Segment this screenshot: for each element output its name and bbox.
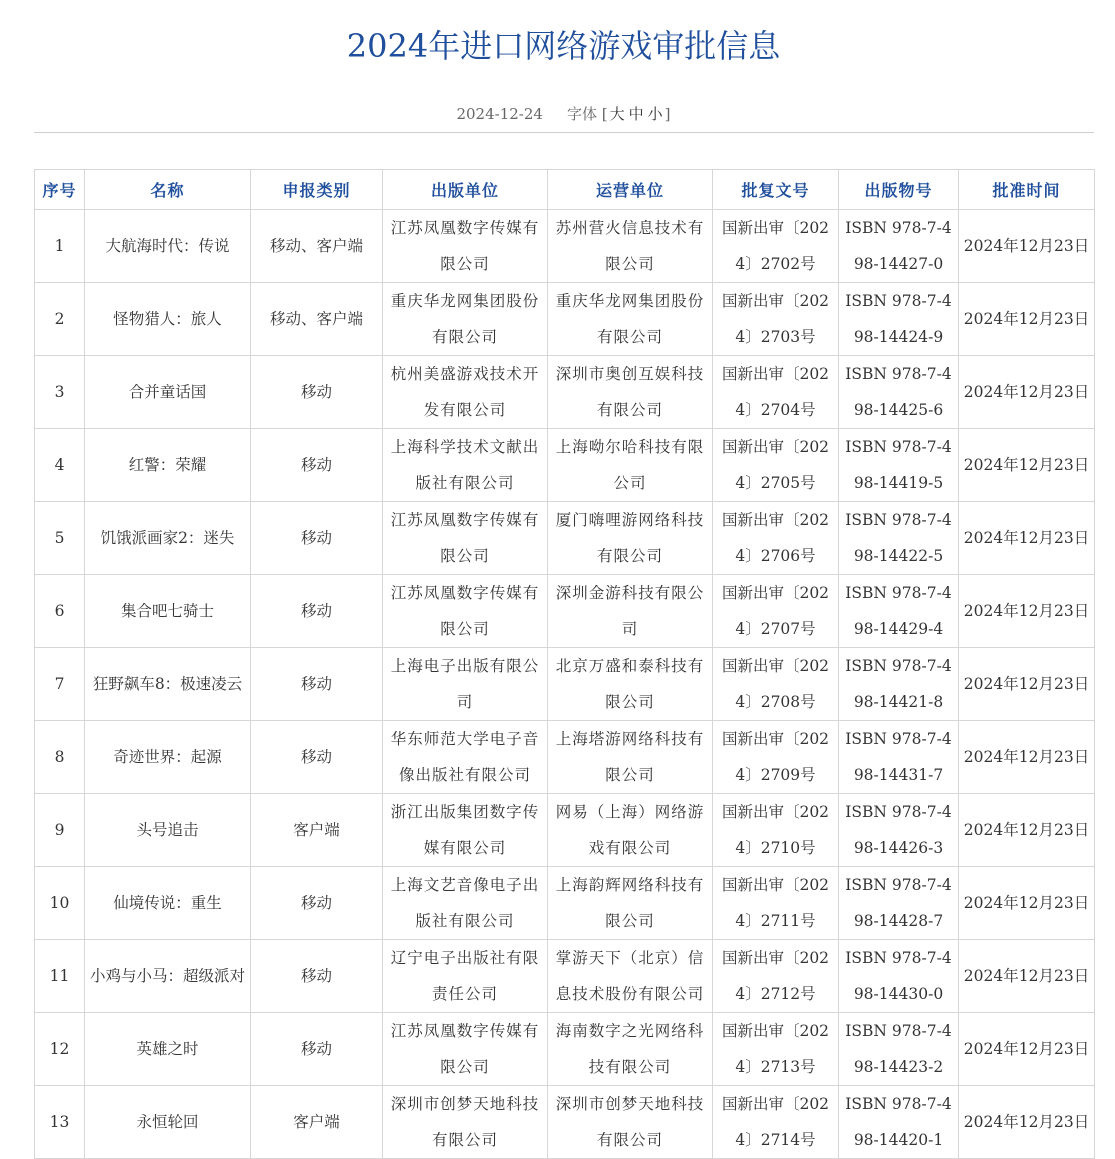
cell-operator: 上海韵辉网络科技有限公司 (548, 867, 713, 940)
cell-category: 移动、客户端 (251, 283, 383, 356)
cell-publisher: 深圳市创梦天地科技有限公司 (383, 1086, 548, 1159)
cell-name: 红警：荣耀 (85, 429, 251, 502)
cell-index: 9 (35, 794, 85, 867)
cell-category: 移动 (251, 648, 383, 721)
cell-index: 7 (35, 648, 85, 721)
cell-isbn: ISBN 978-7-498-14427-0 (839, 210, 959, 283)
article-meta (0, 103, 1115, 125)
cell-index: 5 (35, 502, 85, 575)
cell-operator: 上海塔游网络科技有限公司 (548, 721, 713, 794)
header-publisher: 出版单位 (383, 170, 548, 210)
cell-name: 怪物猎人：旅人 (85, 283, 251, 356)
header-index: 序号 (35, 170, 85, 210)
cell-name: 合并童话国 (85, 356, 251, 429)
table-row (35, 940, 1095, 1013)
font-size-medium-link[interactable]: 中 (628, 105, 644, 123)
cell-approval-date: 2024年12月23日 (959, 429, 1095, 502)
cell-category: 移动 (251, 721, 383, 794)
table-row (35, 502, 1095, 575)
cell-approval-no: 国新出审〔2024〕2704号 (713, 356, 839, 429)
cell-isbn: ISBN 978-7-498-14429-4 (839, 575, 959, 648)
table-row (35, 283, 1095, 356)
cell-name: 仙境传说：重生 (85, 867, 251, 940)
cell-index: 8 (35, 721, 85, 794)
cell-category: 移动、客户端 (251, 210, 383, 283)
publish-date: 2024-12-24 (456, 105, 543, 123)
cell-approval-date: 2024年12月23日 (959, 1086, 1095, 1159)
table-row (35, 1013, 1095, 1086)
cell-name: 饥饿派画家2：迷失 (85, 502, 251, 575)
table-row (35, 867, 1095, 940)
cell-name: 头号追击 (85, 794, 251, 867)
cell-publisher: 江苏凤凰数字传媒有限公司 (383, 1013, 548, 1086)
cell-operator: 海南数字之光网络科技有限公司 (548, 1013, 713, 1086)
cell-approval-date: 2024年12月23日 (959, 867, 1095, 940)
cell-isbn: ISBN 978-7-498-14424-9 (839, 283, 959, 356)
cell-isbn: ISBN 978-7-498-14425-6 (839, 356, 959, 429)
cell-approval-date: 2024年12月23日 (959, 648, 1095, 721)
cell-category: 移动 (251, 575, 383, 648)
cell-approval-date: 2024年12月23日 (959, 575, 1095, 648)
header-approval-date: 批准时间 (959, 170, 1095, 210)
cell-isbn: ISBN 978-7-498-14419-5 (839, 429, 959, 502)
cell-approval-date: 2024年12月23日 (959, 210, 1095, 283)
cell-operator: 上海呦尔哈科技有限公司 (548, 429, 713, 502)
cell-isbn: ISBN 978-7-498-14431-7 (839, 721, 959, 794)
cell-publisher: 江苏凤凰数字传媒有限公司 (383, 502, 548, 575)
cell-approval-no: 国新出审〔2024〕2702号 (713, 210, 839, 283)
cell-publisher: 辽宁电子出版社有限责任公司 (383, 940, 548, 1013)
page-title: 2024年进口网络游戏审批信息 (346, 27, 781, 65)
header-divider (34, 132, 1094, 133)
cell-category: 客户端 (251, 794, 383, 867)
cell-publisher: 江苏凤凰数字传媒有限公司 (383, 575, 548, 648)
cell-approval-date: 2024年12月23日 (959, 794, 1095, 867)
font-size-large-link[interactable]: 大 (609, 105, 625, 123)
cell-operator: 深圳金游科技有限公司 (548, 575, 713, 648)
table-row (35, 429, 1095, 502)
cell-approval-no: 国新出审〔2024〕2708号 (713, 648, 839, 721)
cell-publisher: 上海科学技术文献出版社有限公司 (383, 429, 548, 502)
cell-approval-no: 国新出审〔2024〕2714号 (713, 1086, 839, 1159)
cell-index: 2 (35, 283, 85, 356)
cell-operator: 重庆华龙网集团股份有限公司 (548, 283, 713, 356)
approval-table (34, 169, 1095, 1159)
font-size-small-link[interactable]: 小 (647, 105, 663, 123)
font-size-label: 字体 (566, 105, 597, 123)
cell-approval-date: 2024年12月23日 (959, 721, 1095, 794)
cell-name: 狂野飙车8：极速凌云 (85, 648, 251, 721)
cell-index: 12 (35, 1013, 85, 1086)
cell-approval-date: 2024年12月23日 (959, 940, 1095, 1013)
cell-approval-no: 国新出审〔2024〕2712号 (713, 940, 839, 1013)
cell-category: 移动 (251, 940, 383, 1013)
cell-approval-date: 2024年12月23日 (959, 502, 1095, 575)
header-isbn: 出版物号 (839, 170, 959, 210)
cell-approval-no: 国新出审〔2024〕2706号 (713, 502, 839, 575)
cell-index: 13 (35, 1086, 85, 1159)
cell-operator: 深圳市奥创互娱科技有限公司 (548, 356, 713, 429)
cell-publisher: 浙江出版集团数字传媒有限公司 (383, 794, 548, 867)
cell-isbn: ISBN 978-7-498-14428-7 (839, 867, 959, 940)
cell-index: 10 (35, 867, 85, 940)
cell-operator: 厦门嗨哩游网络科技有限公司 (548, 502, 713, 575)
table-row (35, 648, 1095, 721)
font-bracket-open: [ (601, 105, 608, 123)
cell-approval-no: 国新出审〔2024〕2705号 (713, 429, 839, 502)
cell-name: 小鸡与小马：超级派对 (85, 940, 251, 1013)
table-row (35, 1086, 1095, 1159)
table-row (35, 210, 1095, 283)
cell-category: 移动 (251, 356, 383, 429)
cell-isbn: ISBN 978-7-498-14421-8 (839, 648, 959, 721)
cell-category: 移动 (251, 502, 383, 575)
cell-approval-date: 2024年12月23日 (959, 1013, 1095, 1086)
cell-name: 英雄之时 (85, 1013, 251, 1086)
cell-publisher: 重庆华龙网集团股份有限公司 (383, 283, 548, 356)
cell-index: 6 (35, 575, 85, 648)
cell-isbn: ISBN 978-7-498-14420-1 (839, 1086, 959, 1159)
header-name: 名称 (85, 170, 251, 210)
cell-publisher: 江苏凤凰数字传媒有限公司 (383, 210, 548, 283)
cell-category: 移动 (251, 867, 383, 940)
cell-approval-no: 国新出审〔2024〕2709号 (713, 721, 839, 794)
table-row (35, 356, 1095, 429)
cell-operator: 掌游天下（北京）信息技术股份有限公司 (548, 940, 713, 1013)
cell-approval-no: 国新出审〔2024〕2713号 (713, 1013, 839, 1086)
cell-operator: 深圳市创梦天地科技有限公司 (548, 1086, 713, 1159)
cell-category: 移动 (251, 1013, 383, 1086)
cell-index: 4 (35, 429, 85, 502)
cell-operator: 苏州营火信息技术有限公司 (548, 210, 713, 283)
cell-operator: 网易（上海）网络游戏有限公司 (548, 794, 713, 867)
font-bracket-close: ] (664, 105, 671, 123)
cell-category: 移动 (251, 429, 383, 502)
cell-publisher: 杭州美盛游戏技术开发有限公司 (383, 356, 548, 429)
cell-approval-no: 国新出审〔2024〕2711号 (713, 867, 839, 940)
cell-name: 奇迹世界：起源 (85, 721, 251, 794)
cell-approval-date: 2024年12月23日 (959, 283, 1095, 356)
cell-publisher: 上海电子出版有限公司 (383, 648, 548, 721)
cell-operator: 北京万盛和泰科技有限公司 (548, 648, 713, 721)
table-row (35, 721, 1095, 794)
cell-isbn: ISBN 978-7-498-14422-5 (839, 502, 959, 575)
cell-isbn: ISBN 978-7-498-14426-3 (839, 794, 959, 867)
cell-isbn: ISBN 978-7-498-14430-0 (839, 940, 959, 1013)
cell-publisher: 上海文艺音像电子出版社有限公司 (383, 867, 548, 940)
cell-index: 3 (35, 356, 85, 429)
header-approval-no: 批复文号 (713, 170, 839, 210)
cell-approval-date: 2024年12月23日 (959, 356, 1095, 429)
cell-name: 大航海时代：传说 (85, 210, 251, 283)
cell-category: 客户端 (251, 1086, 383, 1159)
cell-name: 集合吧七骑士 (85, 575, 251, 648)
cell-name: 永恒轮回 (85, 1086, 251, 1159)
cell-index: 11 (35, 940, 85, 1013)
header-operator: 运营单位 (548, 170, 713, 210)
cell-approval-no: 国新出审〔2024〕2707号 (713, 575, 839, 648)
cell-approval-no: 国新出审〔2024〕2703号 (713, 283, 839, 356)
table-row (35, 794, 1095, 867)
header-category: 申报类别 (251, 170, 383, 210)
table-row (35, 575, 1095, 648)
cell-approval-no: 国新出审〔2024〕2710号 (713, 794, 839, 867)
cell-publisher: 华东师范大学电子音像出版社有限公司 (383, 721, 548, 794)
cell-isbn: ISBN 978-7-498-14423-2 (839, 1013, 959, 1086)
table-header-row (35, 170, 1095, 210)
cell-index: 1 (35, 210, 85, 283)
